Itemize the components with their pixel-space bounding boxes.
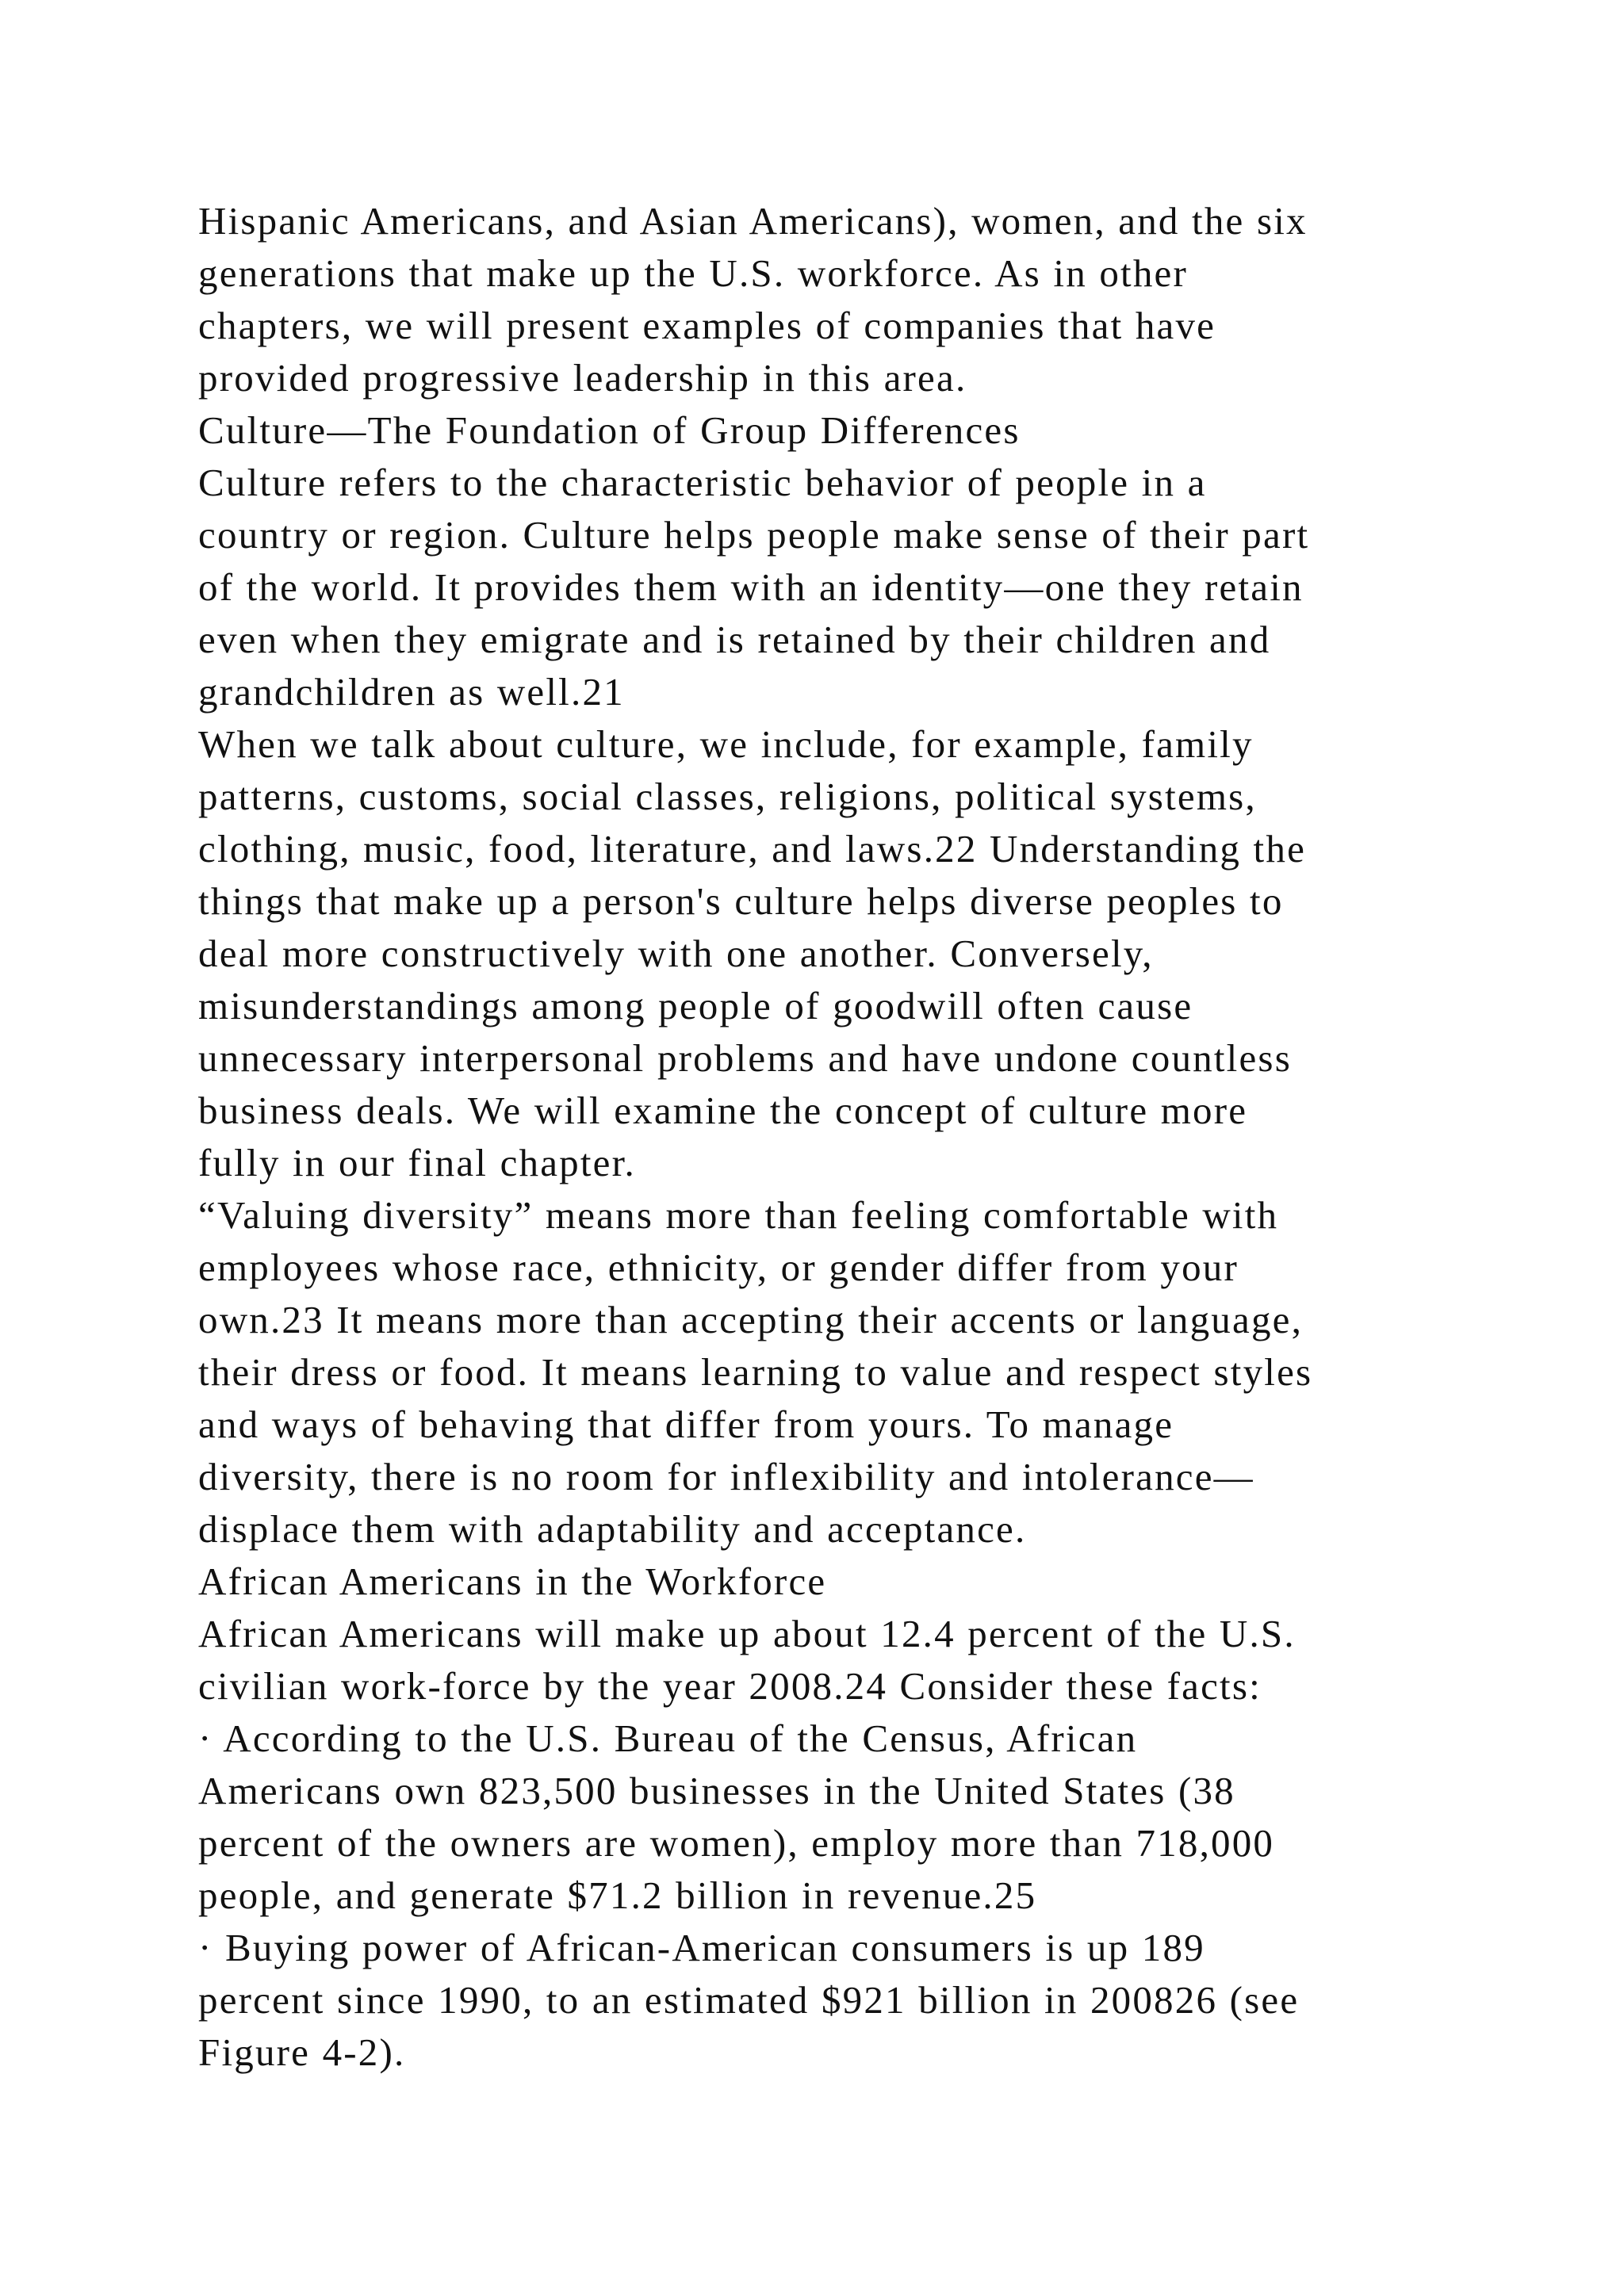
text-line: generations that make up the U.S. workforce. As in other (198, 251, 1189, 295)
text-line: people, and generate $71.2 billion in revenue.25 (198, 1873, 1037, 1917)
text-line: even when they emigrate and is retained by their children and (198, 618, 1271, 661)
text-line: own.23 It means more than accepting their accents or language, (198, 1298, 1304, 1341)
text-line: of the world. It provides them with an identity—one they retain (198, 565, 1304, 609)
text-line: “Valuing diversity” means more than feeling comfortable with (198, 1193, 1279, 1237)
text-line: displace them with adaptability and acceptance. (198, 1507, 1027, 1551)
text-line: employees whose race, ethnicity, or gender differ from your (198, 1246, 1239, 1289)
bullet-line: · Buying power of African-American consumers is up 189 (198, 1926, 1205, 1969)
text-line: unnecessary interpersonal problems and have undone countless (198, 1036, 1292, 1080)
text-line: diversity, there is no room for inflexibility and intolerance— (198, 1455, 1254, 1498)
section-heading: Culture—The Foundation of Group Differences (198, 408, 1021, 452)
text-line: Figure 4-2). (198, 2030, 406, 2074)
text-line: clothing, music, food, literature, and laws.22 Understanding the (198, 827, 1307, 871)
text-line: Culture refers to the characteristic behavior of people in a (198, 461, 1207, 504)
text-line: patterns, customs, social classes, religions, political systems, (198, 775, 1257, 818)
text-line: country or region. Culture helps people make sense of their part (198, 513, 1310, 557)
text-line: Hispanic Americans, and Asian Americans), women, and the six (198, 199, 1308, 243)
text-line: fully in our final chapter. (198, 1141, 636, 1184)
bullet-line: · According to the U.S. Bureau of the Census, African (198, 1716, 1138, 1760)
text-line: African Americans will make up about 12.4 percent of the U.S. (198, 1612, 1296, 1655)
text-line: misunderstandings among people of goodwill often cause (198, 984, 1193, 1027)
text-line: When we talk about culture, we include, for example, family (198, 722, 1254, 766)
text-line: business deals. We will examine the concept of culture more (198, 1089, 1248, 1132)
text-line: percent since 1990, to an estimated $921 billion in 200826 (see (198, 1978, 1300, 2022)
text-line: their dress or food. It means learning to value and respect styles (198, 1350, 1313, 1394)
text-line: things that make up a person's culture helps diverse peoples to (198, 879, 1284, 923)
text-line: grandchildren as well.21 (198, 670, 625, 714)
text-line: provided progressive leadership in this area. (198, 356, 967, 400)
text-line: Americans own 823,500 businesses in the United States (38 (198, 1769, 1235, 1812)
text-line: deal more constructively with one another. Conversely, (198, 932, 1154, 975)
text-line: and ways of behaving that differ from yours. To manage (198, 1402, 1174, 1446)
document-body (198, 195, 1499, 2079)
section-heading: African Americans in the Workforce (198, 1559, 827, 1603)
text-line: civilian work-force by the year 2008.24 Consider these facts: (198, 1664, 1262, 1708)
text-line: percent of the owners are women), employ more than 718,000 (198, 1821, 1275, 1865)
text-line: chapters, we will present examples of companies that have (198, 304, 1216, 347)
